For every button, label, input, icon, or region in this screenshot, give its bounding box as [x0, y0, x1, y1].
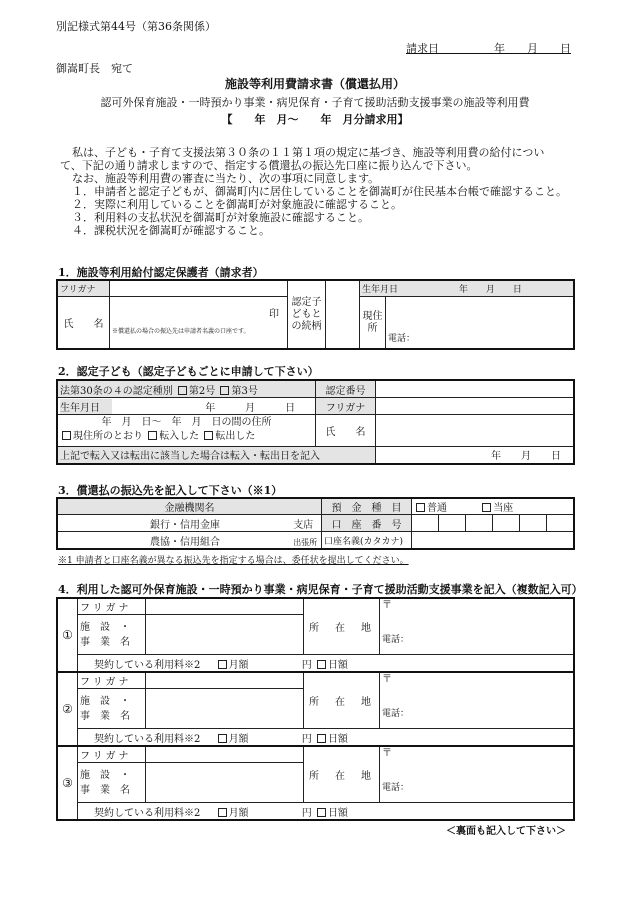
facility-furigana-label: フリガナ [78, 599, 146, 615]
yen-label: 円 [301, 659, 312, 671]
fee-label: 契約している利用料※2 [94, 733, 201, 745]
type2-checkbox[interactable] [178, 386, 187, 395]
deposit-type-row [412, 499, 574, 515]
facility-name-line: 施 設 ・ [80, 769, 130, 781]
ordinary-checkbox[interactable] [416, 503, 425, 512]
bank-table [57, 498, 574, 549]
monthly-label: 月額 [228, 659, 249, 671]
request-date: 請求日 年 月 日 [406, 42, 571, 55]
back-page-note: ＜裏面も記入して下さい＞ [446, 826, 566, 837]
fee-label: 契約している利用料※2 [94, 659, 201, 671]
birth-date: 年 月 日 [458, 285, 522, 295]
section3-heading: 3．償還払の振込先を記入して下さい（※1） [58, 484, 283, 497]
fee-row [78, 803, 574, 820]
page-subtitle: 認可外保育施設・一時預かり事業・病児保育・子育て援助活動支援事業の施設等利用費 [100, 96, 530, 109]
facility-name-field[interactable] [146, 615, 304, 655]
consent-item: ４．課税状況を御嵩町が確認すること。 [72, 224, 270, 237]
facility-phone: 電話： [382, 783, 410, 793]
yen-label: 円 [301, 733, 312, 745]
address-field[interactable] [386, 297, 574, 349]
consent-item: ３．利用料の支払状況を御嵩町が対象施設に確認すること。 [72, 211, 369, 224]
monthly-checkbox[interactable] [218, 734, 227, 743]
facility-furigana-field[interactable] [146, 673, 304, 689]
facility-name-label [78, 615, 146, 655]
moved-out-label: 転出した [215, 431, 256, 443]
cert-no-field[interactable] [376, 381, 574, 398]
birth-label: 生年月日 [362, 285, 399, 295]
move-date[interactable]: 年 月 日 [376, 446, 574, 463]
facility-name-field[interactable] [146, 763, 304, 803]
branch-label: 支店 [293, 519, 314, 531]
account-digit[interactable] [520, 515, 547, 532]
postal-mark: 〒 [382, 600, 392, 611]
fee-row [78, 655, 574, 672]
child-name-label: 氏 名 [316, 415, 376, 447]
form-number: 別記様式第44号（第36条関係） [56, 20, 216, 33]
intro-line: なお、施設等利用費の審査に当たり、次の事項に同意します。 [72, 172, 380, 185]
section2-heading: 2．認定子ども（認定子どもごとに申請して下さい） [58, 365, 319, 378]
consent-item: ２．実際に利用していることを御嵩町が対象施設に確認すること。 [72, 198, 402, 211]
child-birth-row[interactable] [58, 398, 316, 415]
intro-line: て、下記の通り請求しますので、指定する償還払の振込先口座に振り込んで下さい。 [60, 159, 478, 172]
cert-no-label: 認定番号 [316, 381, 376, 398]
facility-name-line: 施 設 ・ [80, 695, 130, 707]
office-label: 出張所 [293, 537, 318, 547]
monthly-checkbox[interactable] [218, 808, 227, 817]
facility-number: ③ [58, 747, 78, 820]
addressee: 御嵩町長 宛て [56, 62, 133, 75]
account-digit[interactable] [412, 515, 439, 532]
type2-label: 第2号 [188, 385, 216, 397]
facility-furigana-field[interactable] [146, 599, 304, 615]
fee-row [78, 729, 574, 746]
furigana-field[interactable] [110, 281, 288, 297]
deposit-type-label: 預 金 種 目 [322, 499, 412, 515]
facility-name-line: 事 業 名 [80, 784, 130, 796]
bank-name-label: 金融機関名 [58, 499, 322, 515]
name-field[interactable] [110, 297, 288, 349]
page-title: 施設等利用費請求書（償還払用） [224, 77, 405, 91]
type-row [58, 381, 316, 398]
facility-table-3 [57, 746, 574, 820]
facility-furigana-label: フリガナ [78, 673, 146, 689]
move-note: 上記で転入又は転出に該当した場合は転入・転出日を記入 [58, 446, 376, 463]
child-furigana-label: フリガナ [316, 398, 376, 415]
location-field[interactable] [380, 747, 574, 803]
relation-label: 認定子どもとの続柄 [288, 281, 326, 349]
facility-name-line: 事 業 名 [80, 710, 130, 722]
child-birth-date: 年 月 日 [205, 402, 296, 414]
postal-mark: 〒 [382, 748, 392, 759]
request-period: 【 年 月～ 年 月分請求用】 [221, 113, 409, 126]
account-note: ※償還払の場合の振込先は申請者名義の口座です。 [112, 328, 250, 335]
bank-type: 銀行・信用金庫 [150, 519, 220, 531]
daily-checkbox[interactable] [317, 660, 326, 669]
monthly-label: 月額 [228, 807, 249, 819]
type-label: 法第30条の４の認定種別 [60, 385, 173, 397]
name-label: 氏 名 [58, 297, 110, 349]
child-name-field[interactable] [376, 415, 574, 447]
address-label: 現住所 [360, 297, 386, 349]
facility-furigana-field[interactable] [146, 747, 304, 763]
moved-out-checkbox[interactable] [204, 431, 213, 440]
checking-label: 当座 [493, 503, 514, 514]
section4-heading: 4．利用した認可外保育施設・一時預かり事業・病児保育・子育て援助活動支援事業を記入（複数記入可） [58, 583, 583, 596]
bank-footnote: ※1 申請者と口座名義が異なる振込先を指定する場合は、委任状を提出してください。 [58, 556, 409, 566]
holder-field[interactable] [412, 532, 574, 549]
type3-checkbox[interactable] [220, 386, 229, 395]
type3-label: 第3号 [231, 385, 258, 397]
location-label: 所 在 地 [304, 599, 380, 655]
daily-label: 日額 [327, 733, 348, 745]
guardian-table [57, 280, 574, 349]
facility-furigana-label: フリガナ [78, 747, 146, 763]
location-label: 所 在 地 [304, 747, 380, 803]
moved-in-checkbox[interactable] [148, 431, 157, 440]
facility-name-field[interactable] [146, 689, 304, 729]
coop-type: 農協・信用組合 [150, 536, 220, 548]
facility-table-2 [57, 672, 574, 746]
daily-label: 日額 [327, 659, 348, 671]
holder-label: 口座名義(カタカナ) [322, 532, 412, 549]
daily-label: 日額 [327, 807, 348, 819]
daily-checkbox[interactable] [317, 808, 326, 817]
account-digit[interactable] [439, 515, 466, 532]
facility-table-1 [57, 598, 574, 672]
fee-label: 契約している利用料※2 [94, 807, 201, 819]
facility-number: ② [58, 673, 78, 746]
address-period-cell [58, 415, 316, 447]
relation-field[interactable] [326, 281, 360, 349]
yen-label: 円 [301, 807, 312, 819]
child-birth-label: 生年月日 [60, 399, 112, 414]
address-period: 年 月 日～ 年 月 日の間の住所 [101, 417, 272, 429]
facility-phone: 電話： [382, 709, 410, 719]
facility-number: ① [58, 599, 78, 672]
location-field[interactable] [380, 673, 574, 729]
facility-name-line: 施 設 ・ [80, 621, 130, 633]
ordinary-label: 普通 [427, 503, 447, 514]
intro-line: 私は、子ども・子育て支援法第３０条の１１第１項の規定に基づき、施設等利用費の給付につい [72, 146, 545, 159]
seal-mark: 印 [269, 309, 279, 320]
facility-name-label [78, 689, 146, 729]
coop-field[interactable] [58, 532, 322, 549]
postal-mark: 〒 [382, 674, 392, 685]
child-furigana-field[interactable] [376, 398, 574, 415]
account-no-label: 口 座 番 号 [322, 515, 412, 532]
child-table [57, 380, 574, 464]
birth-row [360, 281, 574, 297]
daily-checkbox[interactable] [317, 734, 326, 743]
location-field[interactable] [380, 599, 574, 655]
same-address-checkbox[interactable] [62, 431, 71, 440]
account-digit[interactable] [547, 515, 574, 532]
facility-name-line: 事 業 名 [80, 636, 130, 648]
bank-field[interactable] [58, 515, 322, 532]
account-digit[interactable] [493, 515, 520, 532]
monthly-label: 月額 [228, 733, 249, 745]
consent-item: １．申請者と認定子どもが、御嵩町内に居住していることを御嵩町が住民基本台帳で確認すること。 [72, 185, 567, 198]
phone-label: 電話： [388, 334, 416, 344]
location-label: 所 在 地 [304, 673, 380, 729]
account-digit[interactable] [466, 515, 493, 532]
intro-text [60, 146, 567, 237]
furigana-label: フリガナ [58, 281, 110, 297]
same-address-label: 現住所のとおり [73, 431, 143, 443]
checking-checkbox[interactable] [482, 503, 491, 512]
monthly-checkbox[interactable] [218, 660, 227, 669]
section1-heading: 1．施設等利用給付認定保護者（請求者） [58, 266, 264, 279]
facility-phone: 電話： [382, 635, 410, 645]
facility-name-label [78, 763, 146, 803]
moved-in-label: 転入した [159, 431, 200, 443]
